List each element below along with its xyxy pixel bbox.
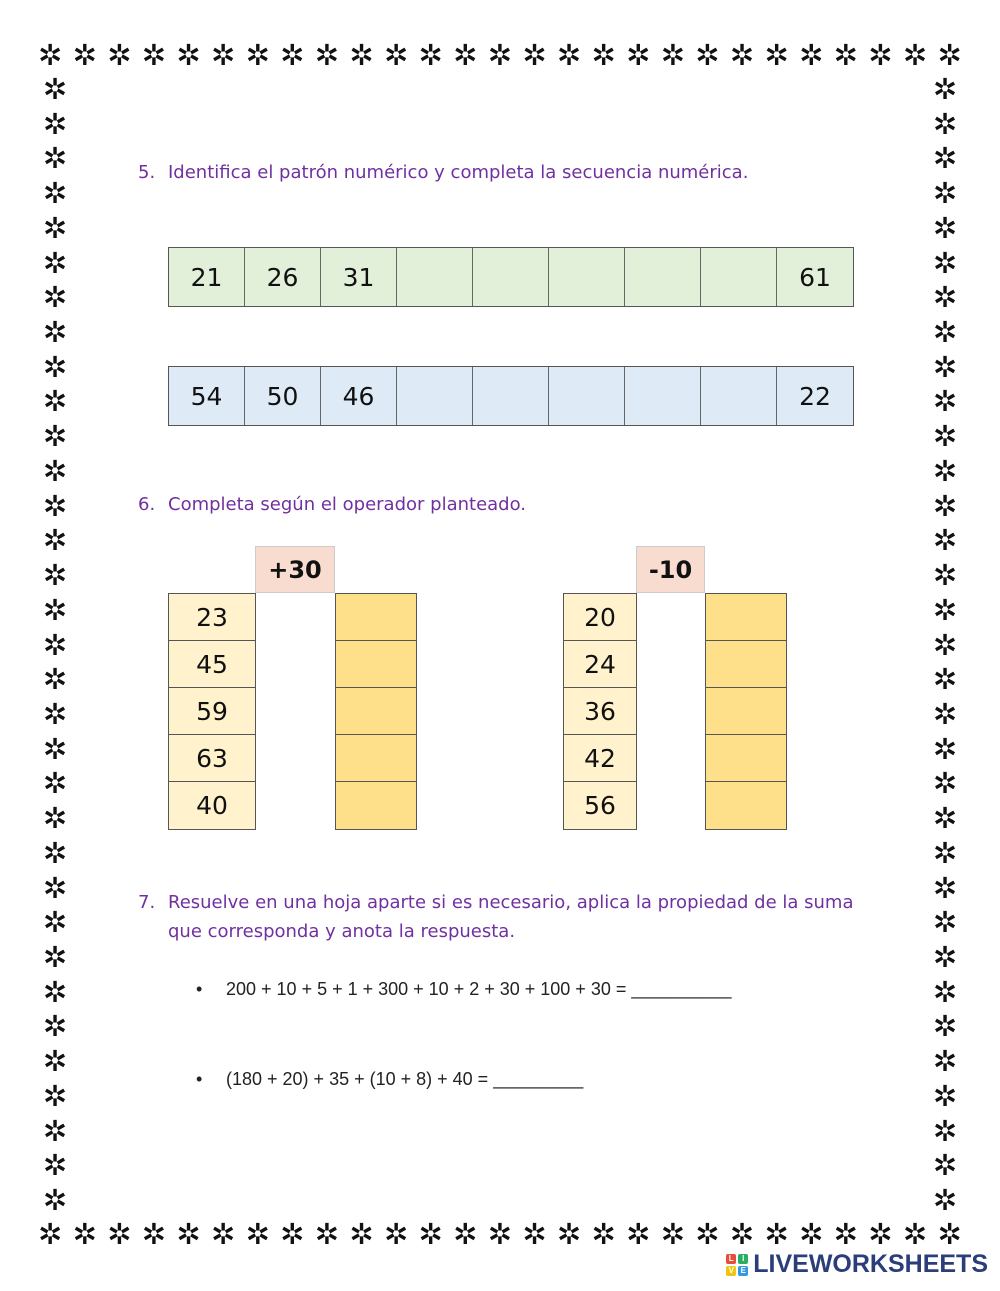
flower-ornament-icon: ✲ [932, 905, 958, 940]
flower-ornament-icon: ✲ [42, 176, 68, 211]
input-value-cell: 59 [169, 688, 255, 735]
flower-ornament-icon: ✲ [42, 905, 68, 940]
input-value-cell: 36 [564, 688, 636, 735]
input-value-cell: 20 [564, 594, 636, 641]
flower-ornament-icon: ✲ [764, 1217, 789, 1251]
flower-ornament-icon: ✲ [729, 38, 755, 72]
flower-ornament-icon: ✲ [245, 38, 270, 72]
sequence-row-1 [168, 247, 854, 307]
answer-blank-cell[interactable] [706, 641, 786, 688]
flower-ornament-icon: ✲ [42, 801, 68, 836]
input-value-cell: 40 [169, 782, 255, 829]
sequence-blank-cell[interactable] [549, 367, 625, 425]
flower-ornament-icon: ✲ [932, 835, 958, 870]
flower-ornament-icon: ✲ [42, 627, 68, 662]
flower-ornament-icon: ✲ [868, 38, 893, 72]
flower-ornament-icon: ✲ [42, 384, 68, 419]
input-value-cell: 24 [564, 641, 636, 688]
sequence-blank-cell[interactable] [397, 367, 473, 425]
sequence-cell: 26 [245, 248, 321, 306]
answer-blank-cell[interactable] [336, 594, 416, 641]
flower-ornament-icon: ✲ [72, 1217, 97, 1251]
flower-ornament-icon: ✲ [38, 38, 63, 72]
flower-ornament-icon: ✲ [833, 1217, 858, 1251]
flower-ornament-icon: ✲ [932, 1044, 958, 1079]
flower-ornament-icon: ✲ [932, 141, 958, 176]
answer-blank-cell[interactable] [706, 782, 786, 829]
answer-blank-cell[interactable] [706, 594, 786, 641]
flower-ornament-icon: ✲ [556, 1217, 582, 1251]
flower-ornament-icon: ✲ [487, 38, 513, 72]
flower-ornament-icon: ✲ [42, 315, 68, 350]
flower-ornament-icon: ✲ [932, 558, 958, 593]
question-number: 6. [138, 494, 156, 515]
flower-ornament-icon: ✲ [932, 662, 958, 697]
flower-ornament-icon: ✲ [42, 558, 68, 593]
flower-ornament-icon: ✲ [932, 731, 958, 766]
border-bottom [38, 1217, 962, 1251]
flower-ornament-icon: ✲ [42, 419, 68, 454]
flower-ornament-icon: ✲ [210, 38, 236, 72]
flower-ornament-icon: ✲ [42, 280, 68, 315]
flower-ornament-icon: ✲ [937, 38, 962, 72]
flower-ornament-icon: ✲ [937, 1217, 962, 1251]
flower-ornament-icon: ✲ [556, 38, 582, 72]
input-value-cell: 42 [564, 735, 636, 782]
logo-letter: E [738, 1266, 748, 1276]
flower-ornament-icon: ✲ [729, 1217, 755, 1251]
flower-ornament-icon: ✲ [799, 1217, 824, 1251]
flower-ornament-icon: ✲ [349, 38, 374, 72]
question-text: Completa según el operador planteado. [168, 494, 527, 515]
question-line-2: que corresponda y anota la respuesta. [168, 921, 516, 942]
sequence-cell: 31 [321, 248, 397, 306]
operator-cell-1: +30 [255, 546, 335, 593]
border-top [38, 38, 962, 72]
flower-ornament-icon: ✲ [42, 1044, 68, 1079]
sequence-cell: 21 [169, 248, 245, 306]
brand-name: LIVEWORKSHEETS [753, 1250, 988, 1278]
flower-ornament-icon: ✲ [932, 384, 958, 419]
flower-ornament-icon: ✲ [764, 38, 789, 72]
flower-ornament-icon: ✲ [932, 801, 958, 836]
liveworksheets-brand [726, 1250, 988, 1279]
flower-ornament-icon: ✲ [591, 1217, 616, 1251]
question-text: Identifica el patrón numérico y completa la secuencia numérica. [168, 162, 749, 183]
question-7-prompt [138, 888, 868, 946]
expression-text: (180 + 20) + 35 + (10 + 8) + 40 = _________ [226, 1069, 584, 1089]
flower-ornament-icon: ✲ [799, 38, 824, 72]
answer-blank-cell[interactable] [706, 688, 786, 735]
flower-ornament-icon: ✲ [418, 1217, 443, 1251]
flower-ornament-icon: ✲ [868, 1217, 893, 1251]
flower-ornament-icon: ✲ [833, 38, 858, 72]
flower-ornament-icon: ✲ [38, 1217, 63, 1251]
flower-ornament-icon: ✲ [418, 38, 443, 72]
input-value-cell: 56 [564, 782, 636, 829]
expression-2 [196, 1069, 583, 1090]
flower-ornament-icon: ✲ [245, 1217, 270, 1251]
sequence-blank-cell[interactable] [625, 248, 701, 306]
flower-ornament-icon: ✲ [626, 38, 651, 72]
flower-ornament-icon: ✲ [42, 1148, 68, 1183]
sequence-blank-cell[interactable] [701, 367, 777, 425]
answer-blank-cell[interactable] [336, 782, 416, 829]
flower-ornament-icon: ✲ [42, 523, 68, 558]
flower-ornament-icon: ✲ [314, 38, 340, 72]
flower-ornament-icon: ✲ [932, 488, 958, 523]
flower-ornament-icon: ✲ [453, 38, 478, 72]
border-right [928, 72, 962, 1217]
flower-ornament-icon: ✲ [522, 38, 547, 72]
sequence-cell: 61 [777, 248, 853, 306]
flower-ornament-icon: ✲ [932, 939, 958, 974]
flower-ornament-icon: ✲ [42, 1113, 68, 1148]
flower-ornament-icon: ✲ [42, 1183, 68, 1217]
flower-ornament-icon: ✲ [42, 592, 68, 627]
answer-blank-cell[interactable] [706, 735, 786, 782]
flower-ornament-icon: ✲ [932, 523, 958, 558]
flower-ornament-icon: ✲ [42, 106, 68, 141]
flower-ornament-icon: ✲ [902, 1217, 928, 1251]
sequence-cell: 54 [169, 367, 245, 425]
logo-letter: V [726, 1266, 736, 1276]
flower-ornament-icon: ✲ [932, 315, 958, 350]
logo-letter: L [726, 1254, 736, 1264]
flower-ornament-icon: ✲ [522, 1217, 547, 1251]
flower-ornament-icon: ✲ [932, 1113, 958, 1148]
operator-cell-2: -10 [636, 546, 705, 593]
flower-ornament-icon: ✲ [932, 1009, 958, 1044]
bullet-dot: • [196, 979, 203, 999]
flower-ornament-icon: ✲ [141, 1217, 167, 1251]
expression-1 [196, 979, 731, 1000]
bullet-dot: • [196, 1069, 203, 1089]
flower-ornament-icon: ✲ [902, 38, 928, 72]
sequence-blank-cell[interactable] [549, 248, 625, 306]
answer-blank-cell[interactable] [336, 688, 416, 735]
flower-ornament-icon: ✲ [932, 176, 958, 211]
flower-ornament-icon: ✲ [42, 974, 68, 1009]
flower-ornament-icon: ✲ [932, 106, 958, 141]
answer-blank-cell[interactable] [336, 735, 416, 782]
flower-ornament-icon: ✲ [42, 835, 68, 870]
flower-ornament-icon: ✲ [695, 38, 720, 72]
flower-ornament-icon: ✲ [932, 245, 958, 280]
sequence-blank-cell[interactable] [473, 248, 549, 306]
flower-ornament-icon: ✲ [210, 1217, 236, 1251]
sequence-blank-cell[interactable] [701, 248, 777, 306]
flower-ornament-icon: ✲ [176, 38, 201, 72]
sequence-blank-cell[interactable] [397, 248, 473, 306]
flower-ornament-icon: ✲ [42, 662, 68, 697]
input-value-cell: 23 [169, 594, 255, 641]
flower-ornament-icon: ✲ [349, 1217, 374, 1251]
flower-ornament-icon: ✲ [42, 939, 68, 974]
flower-ornament-icon: ✲ [383, 1217, 409, 1251]
flower-ornament-icon: ✲ [42, 870, 68, 905]
flower-ornament-icon: ✲ [42, 1078, 68, 1113]
flower-ornament-icon: ✲ [932, 870, 958, 905]
flower-ornament-icon: ✲ [932, 766, 958, 801]
input-column-1 [168, 593, 256, 830]
flower-ornament-icon: ✲ [42, 731, 68, 766]
flower-ornament-icon: ✲ [932, 210, 958, 245]
input-value-cell: 45 [169, 641, 255, 688]
question-line-1: 7. Resuelve en una hoja aparte si es necesario, aplica la propiedad de la suma [138, 888, 868, 917]
flower-ornament-icon: ✲ [695, 1217, 720, 1251]
input-column-2 [563, 593, 637, 830]
flower-ornament-icon: ✲ [453, 1217, 478, 1251]
sequence-cell: 22 [777, 367, 853, 425]
flower-ornament-icon: ✲ [107, 1217, 132, 1251]
flower-ornament-icon: ✲ [42, 245, 68, 280]
flower-ornament-icon: ✲ [932, 72, 958, 106]
flower-ornament-icon: ✲ [42, 72, 68, 106]
flower-ornament-icon: ✲ [932, 974, 958, 1009]
flower-ornament-icon: ✲ [660, 1217, 685, 1251]
flower-ornament-icon: ✲ [932, 280, 958, 315]
input-value-cell: 63 [169, 735, 255, 782]
flower-ornament-icon: ✲ [660, 38, 685, 72]
logo-letter: I [738, 1254, 748, 1264]
flower-ornament-icon: ✲ [932, 696, 958, 731]
flower-ornament-icon: ✲ [42, 141, 68, 176]
flower-ornament-icon: ✲ [932, 592, 958, 627]
expression-text: 200 + 10 + 5 + 1 + 300 + 10 + 2 + 30 + 100 + 30 = __________ [226, 979, 732, 999]
answer-column-2 [705, 593, 787, 830]
flower-ornament-icon: ✲ [42, 210, 68, 245]
flower-ornament-icon: ✲ [280, 38, 305, 72]
flower-ornament-icon: ✲ [42, 453, 68, 488]
sequence-cell: 50 [245, 367, 321, 425]
question-number: 7. [138, 892, 156, 913]
flower-ornament-icon: ✲ [141, 38, 167, 72]
flower-ornament-icon: ✲ [42, 696, 68, 731]
flower-ornament-icon: ✲ [383, 38, 409, 72]
flower-ornament-icon: ✲ [932, 419, 958, 454]
flower-ornament-icon: ✲ [72, 38, 97, 72]
flower-ornament-icon: ✲ [932, 349, 958, 384]
flower-ornament-icon: ✲ [932, 1078, 958, 1113]
liveworksheets-logo-icon [726, 1254, 748, 1276]
flower-ornament-icon: ✲ [280, 1217, 305, 1251]
sequence-blank-cell[interactable] [473, 367, 549, 425]
sequence-cell: 46 [321, 367, 397, 425]
flower-ornament-icon: ✲ [932, 1148, 958, 1183]
flower-ornament-icon: ✲ [487, 1217, 513, 1251]
flower-ornament-icon: ✲ [42, 1009, 68, 1044]
flower-ornament-icon: ✲ [107, 38, 132, 72]
answer-blank-cell[interactable] [336, 641, 416, 688]
flower-ornament-icon: ✲ [932, 453, 958, 488]
flower-ornament-icon: ✲ [42, 349, 68, 384]
question-6-prompt [138, 490, 526, 519]
flower-ornament-icon: ✲ [932, 627, 958, 662]
sequence-blank-cell[interactable] [625, 367, 701, 425]
border-left [38, 72, 72, 1217]
flower-ornament-icon: ✲ [591, 38, 616, 72]
flower-ornament-icon: ✲ [42, 766, 68, 801]
question-number: 5. [138, 162, 156, 183]
flower-ornament-icon: ✲ [932, 1183, 958, 1217]
question-5-prompt [138, 158, 748, 187]
answer-column-1 [335, 593, 417, 830]
flower-ornament-icon: ✲ [626, 1217, 651, 1251]
flower-ornament-icon: ✲ [42, 488, 68, 523]
flower-ornament-icon: ✲ [314, 1217, 340, 1251]
sequence-row-2 [168, 366, 854, 426]
flower-ornament-icon: ✲ [176, 1217, 201, 1251]
